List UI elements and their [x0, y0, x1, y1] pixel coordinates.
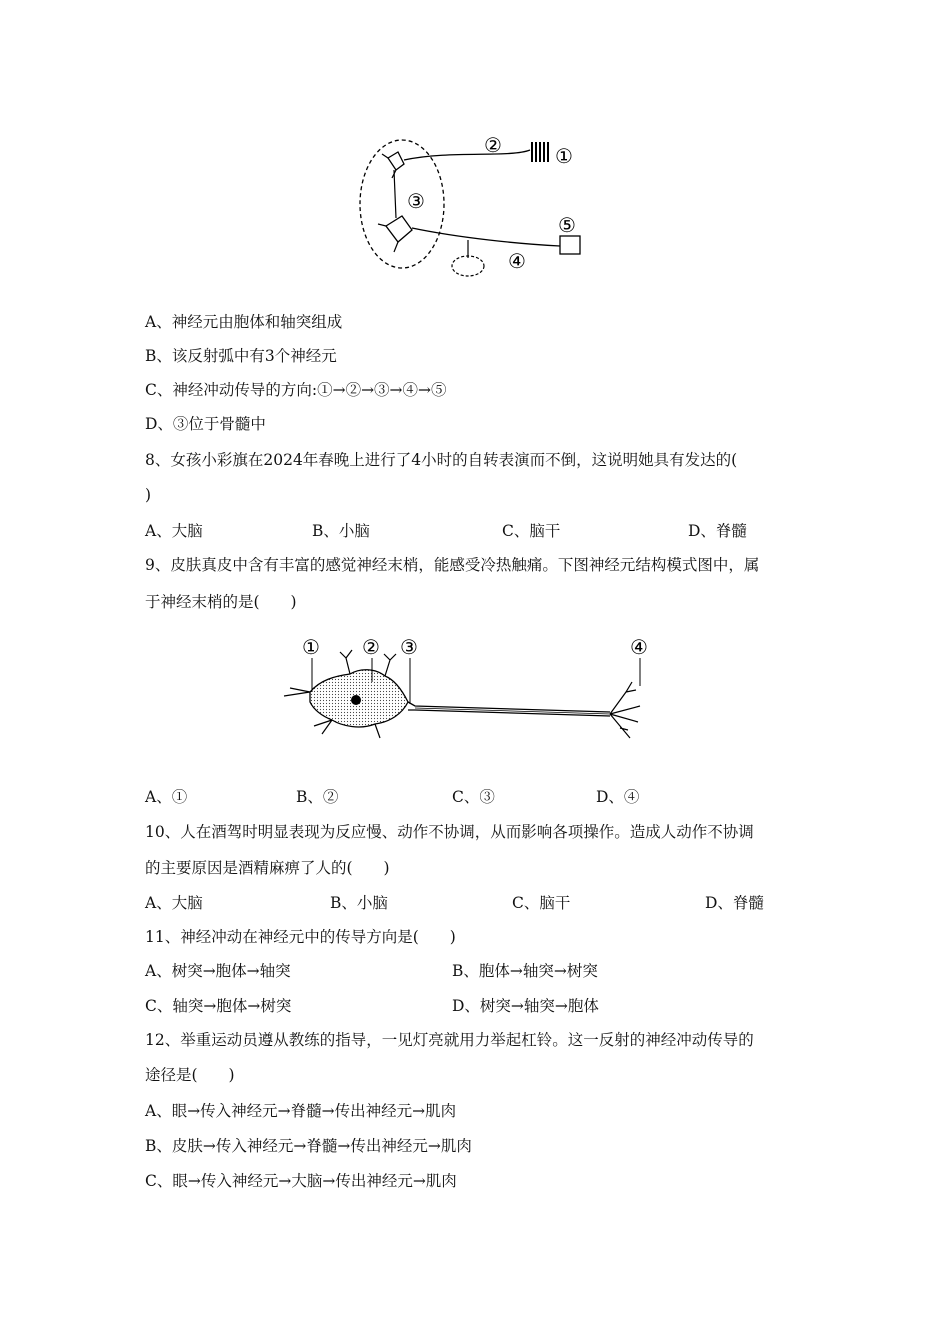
q11-option-c: C、轴突→胞体→树突 — [145, 997, 292, 1015]
neuron-diagram — [280, 630, 660, 755]
q7-option-b: B、该反射弧中有3个神经元 — [145, 347, 337, 365]
q10-stem-line1: 10、人在酒驾时明显表现为反应慢、动作不协调，从而影响各项操作。造成人动作不协调 — [145, 823, 754, 841]
diagram1-label-1: ① — [555, 144, 573, 168]
q7-option-c: C、神经冲动传导的方向:①→②→③→④→⑤ — [145, 381, 447, 399]
q12-option-c: C、眼→传入神经元→大脑→传出神经元→肌肉 — [145, 1172, 457, 1190]
diagram1-label-4: ④ — [508, 249, 526, 273]
q11-option-b: B、胞体→轴突→树突 — [452, 962, 598, 980]
neuron-label-1: ① — [302, 635, 320, 659]
q7-option-a: A、神经元由胞体和轴突组成 — [145, 313, 343, 331]
q7-option-d: D、③位于骨髓中 — [145, 415, 266, 433]
q12-option-b: B、皮肤→传入神经元→脊髓→传出神经元→肌肉 — [145, 1137, 472, 1155]
q10-option-d: D、脊髓 — [705, 894, 764, 912]
q10-option-c: C、脑干 — [512, 894, 571, 912]
diagram1-label-2: ② — [484, 133, 502, 157]
q8-option-d: D、脊髓 — [688, 522, 747, 540]
q11-stem: 11、神经冲动在神经元中的传导方向是( ) — [145, 928, 456, 946]
q9-option-c: C、③ — [452, 788, 495, 806]
q9-stem-line1: 9、皮肤真皮中含有丰富的感觉神经末梢，能感受冷热触痛。下图神经元结构模式图中，属 — [145, 556, 760, 574]
neuron-label-3: ③ — [400, 635, 418, 659]
q11-option-d: D、树突→轴突→胞体 — [452, 997, 599, 1015]
q12-stem-line2: 途径是( ) — [145, 1066, 235, 1084]
q12-stem-line1: 12、举重运动员遵从教练的指导，一见灯亮就用力举起杠铃。这一反射的神经冲动传导的 — [145, 1031, 754, 1049]
q9-option-d: D、④ — [596, 788, 640, 806]
neuron-label-4: ④ — [630, 635, 648, 659]
q8-stem-line1: 8、女孩小彩旗在2024年春晚上进行了4小时的自转表演而不倒，这说明她具有发达的( — [145, 451, 738, 469]
q9-stem-line2: 于神经末梢的是( ) — [145, 593, 297, 611]
q11-option-a: A、树突→胞体→轴突 — [145, 962, 291, 980]
q8-stem-line2: ) — [145, 486, 152, 504]
q10-stem-line2: 的主要原因是酒精麻痹了人的( ) — [145, 859, 390, 877]
reflex-arc-diagram — [350, 128, 610, 288]
q9-option-a: A、① — [145, 788, 188, 806]
q8-option-c: C、脑干 — [502, 522, 561, 540]
q10-option-a: A、大脑 — [145, 894, 203, 912]
neuron-label-2: ② — [362, 635, 380, 659]
diagram1-label-5: ⑤ — [558, 213, 576, 237]
q10-option-b: B、小脑 — [330, 894, 388, 912]
q12-option-a: A、眼→传入神经元→脊髓→传出神经元→肌肉 — [145, 1102, 457, 1120]
q8-option-a: A、大脑 — [145, 522, 203, 540]
diagram1-label-3: ③ — [407, 189, 425, 213]
q8-option-b: B、小脑 — [312, 522, 370, 540]
q9-option-b: B、② — [296, 788, 339, 806]
